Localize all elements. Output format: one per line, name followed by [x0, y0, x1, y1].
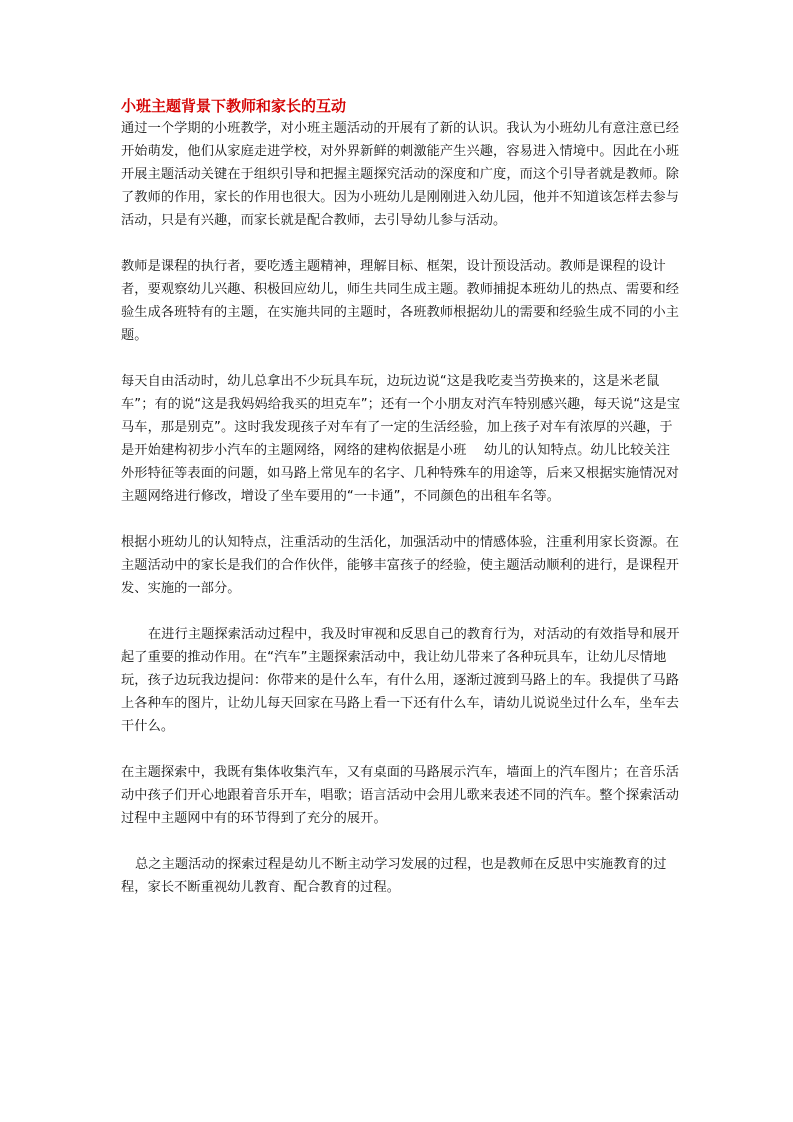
paragraph-gap	[121, 830, 681, 853]
paragraph-gap	[121, 508, 681, 531]
document-page	[121, 95, 681, 899]
paragraph-gap	[121, 600, 681, 623]
paragraph-parent-resources: 根据小班幼儿的认知特点，注重活动的生活化，加强活动中的情感体验，注重利用家长资源。在主题活动中的家长是我们的合作伙伴，能够丰富孩子的经验，使主题活动顺利的进行，是课程开发、实施的一部分。	[121, 535, 680, 596]
paragraph-gap	[121, 347, 681, 370]
paragraph-conclusion: 总之主题活动的探索过程是幼儿不断主动学习发展的过程，也是教师在反思中实施教育的过程，家长不断重视幼儿教育、配合教育的过程。	[121, 857, 667, 895]
paragraph-reflection: 在进行主题探索活动过程中，我及时审视和反思自己的教育行为，对活动的有效指导和展开起了重要的推动作用。在“汽车”主题探索活动中，我让幼儿带来了各种玩具车，让幼儿尽情地玩，孩子边玩我边提问：你带来的是什么车，有什么用，逐渐过渡到马路上的车。我提供了马路上各种车的图片，让幼儿每天回家在马路上看一下还有什么车，请幼儿说说坐过什么车，坐车去干什么。	[121, 627, 680, 734]
paragraph-gap	[121, 738, 681, 761]
paragraph-toy-cars: 每天自由活动时，幼儿总拿出不少玩具车玩，边玩边说“这是我吃麦当劳换来的，这是米老鼠车”；有的说“这是我妈妈给我买的坦克车”；还有一个小朋友对汽车特别感兴趣，每天说“这是宝马车，那是别克”。这时我发现孩子对车有了一定的生活经验，加上孩子对车有浓厚的兴趣，于是开始建构初步小汽车的主题网络，网络的建构依据是小班 幼儿的认知特点。幼儿比较关注外形特征等表面的问题，如马路上常见车的名字、几种特殊车的用途等，后来又根据实施情况对主题网络进行修改，增设了坐车要用的“一卡通”，不同颜色的出租车名等。	[121, 374, 681, 504]
paragraph-teacher-role: 教师是课程的执行者，要吃透主题精神，理解目标、框架，设计预设活动。教师是课程的设计者，要观察幼儿兴趣、积极回应幼儿，师生共同生成主题。教师捕捉本班幼儿的热点、需要和经验生成各班特有的主题，在实施共同的主题时，各班教师根据幼儿的需要和经验生成不同的小主题。	[121, 259, 680, 343]
paragraph-exploration: 在主题探索中，我既有集体收集汽车，又有桌面的马路展示汽车，墙面上的汽车图片；在音乐活动中孩子们开心地跟着音乐开车，唱歌；语言活动中会用儿歌来表述不同的汽车。整个探索活动过程中主题网中有的环节得到了充分的展开。	[121, 765, 680, 826]
paragraph-intro: 通过一个学期的小班教学，对小班主题活动的开展有了新的认识。我认为小班幼儿有意注意已经开始萌发，他们从家庭走进学校，对外界新鲜的刺激能产生兴趣，容易进入情境中。因此在小班开展主题活动关键在于组织引导和把握主题探究活动的深度和广度，而这个引导者就是教师。除了教师的作用，家长的作用也很大。因为小班幼儿是刚刚进入幼儿园，他并不知道该怎样去参与活动，只是有兴趣，而家长就是配合教师，去引导幼儿参与活动。	[121, 121, 680, 228]
paragraph-gap	[121, 232, 681, 255]
document-title: 小班主题背景下教师和家长的互动	[121, 97, 347, 115]
